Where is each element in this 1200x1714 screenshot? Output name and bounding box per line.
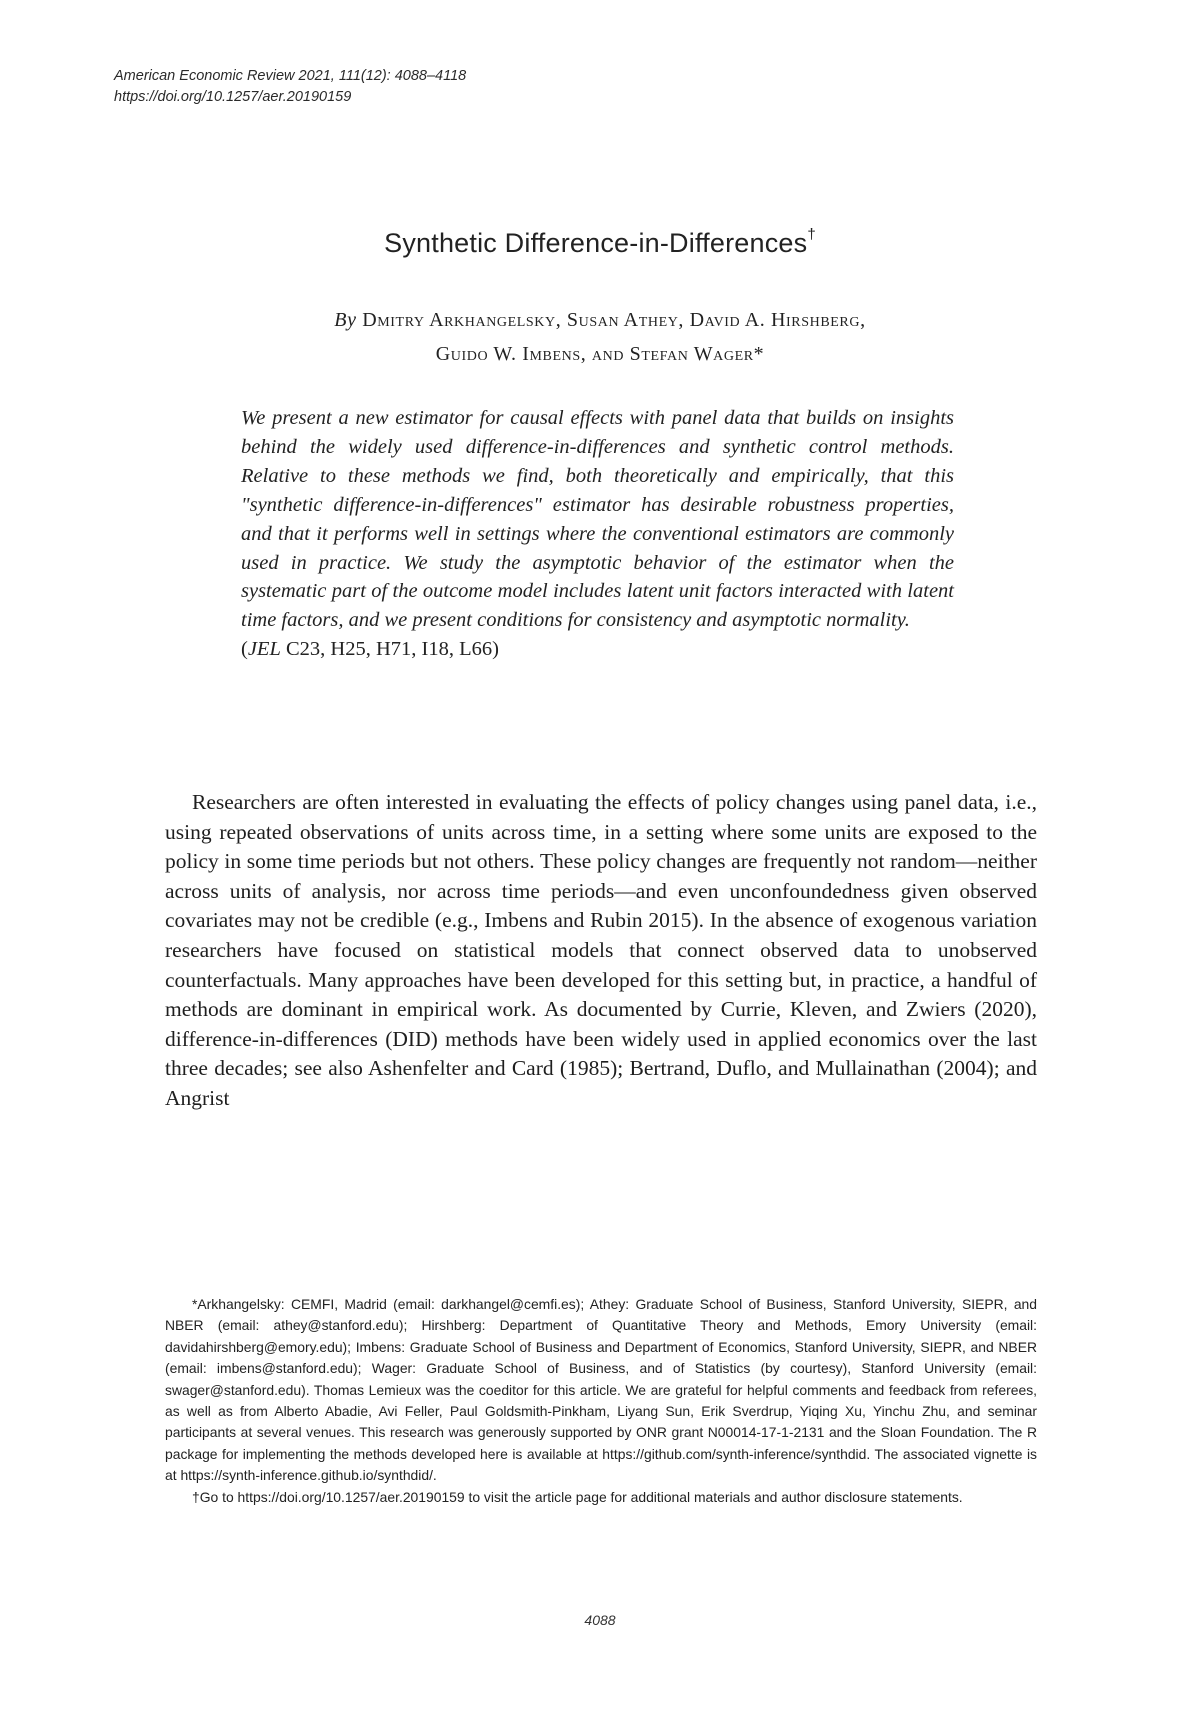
jel-codes (241, 635, 954, 664)
journal-citation: American Economic Review 2021, 111(12): 4088–4118 (114, 68, 467, 84)
abstract (241, 404, 954, 664)
page-number: 4088 (584, 1612, 616, 1628)
author-list (0, 303, 1200, 371)
author-affiliation-footnote: *Arkhangelsky: CEMFI, Madrid (email: darkhangel@cemfi.es); Athey: Graduate School of Business, Stanford University, SIEPR, and NBER (email: athey@stanford.edu); Hirshberg: Department of Quantitative Theory and Methods, Emory University (email: davidahirshberg@emory.edu); Imbens: Graduate School of Business and Department of Economics, Stanford University, SIEPR, and NBER (email: imbens@stanford.edu); Wager: Graduate School of Business, and of Statistics (by courtesy), Stanford University (email: swager@stanford.edu). Thomas Lemieux was the coeditor for this article. We are grateful for helpful comments and feedback from referees, as well as from Alberto Abadie, Avi Feller, Paul Goldsmith-Pinkham, Liyang Sun, Erik Sverdrup, Yiqing Xu, Yinchu Zhu, and seminar participants at several venues. This research was generously supported by ONR grant N00014-17-1-2131 and the Sloan Foundation. The R package for implementing the methods developed here is available at https://github.com/synth-inference/synthdid. The associated vignette is at https://synth-inference.github.io/synthdid/. (165, 1296, 1037, 1484)
article-title-text: Synthetic Difference-in-Differences (384, 228, 808, 258)
author-line-1 (0, 303, 1200, 337)
article-title (0, 228, 1200, 259)
author-names-1: Dmitry Arkhangelsky, Susan Athey, David A. Hirshberg, (362, 309, 866, 331)
title-footnote-mark: † (807, 226, 816, 243)
author-line-2: Guido W. Imbens, and Stefan Wager* (435, 343, 765, 365)
body-paragraph: Researchers are often interested in evaluating the effects of policy changes using panel data, i.e., using repeated observations of units across time, in a setting where some units are exposed to the policy in some time periods but not others. These policy changes are frequently not random—neither across units of analysis, nor across time periods—and even unconfoundedness given observed covariates may not be credible (e.g., Imbens and Rubin 2015). In the absence of exogenous variation researchers have focused on statistical models that connect observed data to unobserved counterfactuals. Many approaches have been developed for this setting but, in practice, a handful of methods are dominant in empirical work. As documented by Currie, Kleven, and Zwiers (2020), difference-in-differences (DID) methods have been widely used in applied economics over the last three decades; see also Ashenfelter and Card (1985); Bertrand, Duflo, and Mullainathan (2004); and Angrist (165, 790, 1037, 1110)
by-label: By (334, 309, 357, 331)
article-page-footnote: †Go to https://doi.org/10.1257/aer.20190159 to visit the article page for additional materials and author disclosure statements. (192, 1488, 963, 1505)
jel-open-paren: ( (241, 638, 248, 661)
doi-link[interactable]: https://doi.org/10.1257/aer.20190159 (114, 89, 352, 105)
footnotes (165, 1294, 1037, 1508)
abstract-text: We present a new estimator for causal effects with panel data that builds on insights behind the widely used difference-in-differences and synthetic control methods. Relative to these methods we find, both theoretically and empirically, that this "synthetic difference-in-differences" estimator has desirable robustness properties, and that it performs well in settings where the conventional estimators are commonly used in practice. We study the asymptotic behavior of the estimator when the systematic part of the outcome model includes latent unit factors interacted with latent time factors, and we present conditions for consistency and asymptotic normality. (241, 407, 954, 632)
journal-header (114, 66, 466, 108)
jel-label: JEL (247, 638, 281, 661)
jel-code-list: C23, H25, H71, I18, L66) (280, 638, 499, 661)
